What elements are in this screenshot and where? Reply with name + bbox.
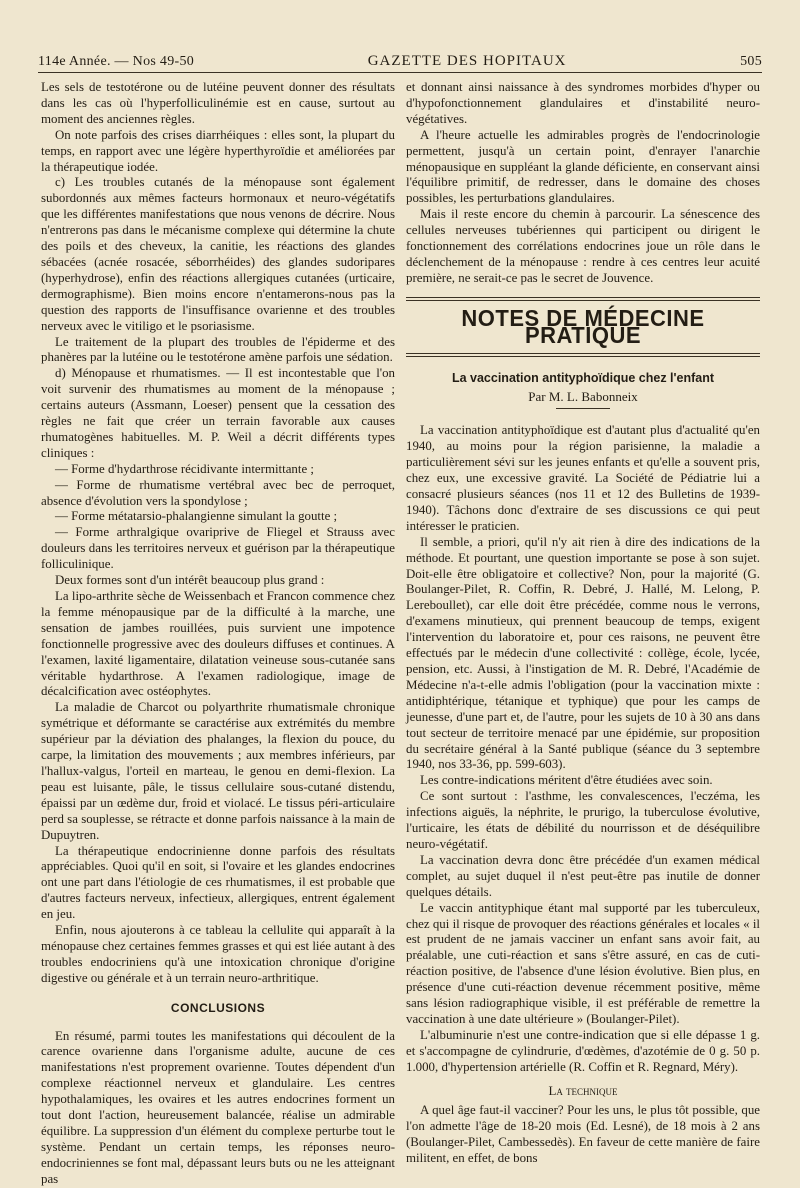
paragraph: c) Les troubles cutanés de la ménopause sont également subordonnés aux mêmes facteurs hormonaux et neuro-végétatifs que les différentes manifestations que nous venons de décrire. Nous n'entrerons pas dans le mécanisme complexe qui détermine la chute des poils et des cheveux, la canitie, les réactions des glandes sébacées (acnée rosacée, séborrhéides) des glandes sudoripares (hyperhydrose), enfin des réactions allergiques cutanées (urticaire, dermographisme). Bien moins encore n'entamerons-nous pas la question des rapports de l'insuffisance ovarienne et des troubles nerveux avec le vitiligo et le psoriasisme. <box>41 175 395 333</box>
list-item: — Forme métatarsio-phalangienne simulant la goutte ; <box>55 509 338 524</box>
list-item: — Forme arthralgique ovariprive de Fliegel et Strauss avec douleurs dans les territoires nerveux et guérison par la thérapeutique folliculinique. <box>41 525 395 572</box>
paragraph: Les contre-indications méritent d'être étudiées avec soin. <box>420 773 713 788</box>
paragraph: Les sels de testotérone ou de lutéine peuvent donner des résultats dans les cas où l'hyperfolliculinémie est en cause, surtout au moment des anciennes règles. <box>41 80 395 126</box>
paragraph: Le traitement de la plupart des troubles de l'épiderme et des phanères par la lutéine ou le testotérone amène parfois une sédation. <box>41 334 395 365</box>
paragraph: La lipo-arthrite sèche de Weissenbach et Francon commence chez la femme ménopausique par de la difficulté à la marche, une sensation de jambes rouillées, puis survient une impotence fonctionnelle progressive avec des douleurs diffuses et continues. A l'examen, laxité ligamentaire, dilatation veineuse sous-cutanée sans véritable hydarthrose. A l'examen radiologique, image de décalcification avec ostéophytes. <box>41 589 395 699</box>
paragraph: En résumé, parmi toutes les manifestations qui découlent de la carence ovarienne dans l'organisme adulte, aucune de ces manifestations n'est proprement ovarienne. Toutes dépendent d'un complexe réactionnel nerveux et glandulaire. Les centres hypothalamiques, les ovaires et les autres endocrines forment un tout dont l'action, heureusement balancée, réalise un admirable équilibre. La suppression d'un élément du complexe perturbe tout le système. Pendant un certain temps, les réponses neuro-endocriniennes se font mal, dépassant leurs buts ou ne les atteignant pas <box>41 1028 395 1186</box>
paragraph: On note parfois des crises diarrhéiques : elles sont, la plupart du temps, en rapport avec une légère hyperthyroïdie et améliorées par la thérapeutique iodée. <box>41 127 395 174</box>
paragraph: Il semble, a priori, qu'il n'y ait rien à dire des indications de la méthode. Et pourtant, une question importante se pose à son sujet. Doit-elle être obligatoire et collective? Non, pour la majorité (G. Boulanger-Pilet, R. Coffin, R. Debré, J. Hallé, M. Lelong, P. Lereboullet), car elle doit être précédée, comme nous le verrons, d'examens minutieux, qui prennent beaucoup de temps, exigent l'intervention du laboratoire et, pour ces raisons, ne peuvent être effectués par le médecin d'une collectivité : collège, école, lycée, pension, etc. Aussi, à l'instigation de M. R. Debré, l'Académie de Médecine n'a-t-elle admis l'obligation (pour la vaccination mixte : antidiphtérique, tétanique et typhique) que pour les camps de jeunesse, d'une part et, de l'autre, pour les sujets de 10 à 30 ans dans tout secteur de territoire menacé par une épidémie, sur proposition du secrétaire général à la Santé publique (séance du 3 septembre 1940, nos 33-36, pp. 599-603). <box>406 534 760 772</box>
paragraph: Enfin, nous ajouterons à ce tableau la cellulite qui apparaît à la ménopause chez certaines femmes grasses et qui est liée autant à des troubles endocriniens qu'à une intoxication chronique d'origine digestive ou générale et à un terrain neuro-arthritique. <box>41 923 395 985</box>
paragraph: La maladie de Charcot ou polyarthrite rhumatismale chronique symétrique et déformante se caractérise aux extrémités du membre supérieur par la déviation des phalanges, la flexion du pouce, du carpe, la limitation des mouvements ; aux membres inférieurs, par l'hallux-valgus, l'orteil en marteau, le genou en demi-flexion. La peau est luisante, pâle, le tissus cellulaire sous-cutané distendu, épaissi par un œdème dur, froid et violacé. Le tissus péri-articulaire perd sa souplesse, se rétracte et donne parfois naissance à la main de Dupuytren. <box>41 700 395 842</box>
paragraph: La vaccination antityphoïdique est d'autant plus d'actualité qu'en 1940, au moins pour la région parisienne, la maladie a particulièrement sévi sur les jeunes enfants et qu'elle a souvent pris, chez eux, une excessive gravité. La Société de Pédiatrie lui a consacré plusieurs séances (nos 11 et 12 des Bulletins de 1939-1940). Tâchons donc d'extraire de ses discussions ce qui peut intéresser le praticien. <box>406 423 760 533</box>
paragraph: Le vaccin antityphique étant mal supporté par les tuberculeux, chez qui il risque de provoquer des réactions générales et locales « il est prudent de ne jamais vacciner un enfant sans avoir fait, au préalable, une cuti-réaction et sans s'être assuré, en cas de cuti-réaction positive, de l'absence d'une lésion évolutive. Bien plus, en présence d'une cuti-réaction devenue récemment positive, même sans lésion radiographique visible, il est préférable de remettre la vaccination à une date ultérieure » (Boulanger-Pilet). <box>406 900 760 1026</box>
conclusions-heading: CONCLUSIONS <box>170 1000 266 1015</box>
paragraph: A quel âge faut-il vacciner? Pour les uns, le plus tôt possible, que l'on admette l'âge de 18-20 mois (Ed. Lesné), de 18 mois à 2 ans (Boulanger-Pilet, Cambessedès). En faveur de cette manière de faire militent, en effet, de bons <box>406 1103 760 1166</box>
section-rule-top <box>406 297 760 301</box>
list-item: — Forme de rhumatisme vertébral avec bec de perroquet, absence d'évolution vers la spondylose ; <box>41 477 395 508</box>
header-rule <box>38 72 762 73</box>
paragraph: Ce sont surtout : l'asthme, les convalescences, l'eczéma, les infections aiguës, la néphrite, le prurigo, la tuberculose évolutive, l'urticaire, les états de débilité du nourrisson et de déséquilibre neuro-végétatif. <box>406 789 760 851</box>
paragraph: L'albuminurie n'est une contre-indication que si elle dépasse 1 g. et s'accompagne de cylindrurie, d'œdèmes, d'azotémie de 0 g. 50 p. 1.000, d'hypertension artérielle (R. Coffin et R. Regnard, Méry). <box>406 1027 760 1074</box>
section-title: NOTES DE MÉDECINE PRATIQUE <box>461 304 705 348</box>
title-rule <box>556 408 610 409</box>
journal-name: GAZETTE DES HOPITAUX <box>367 53 567 69</box>
paragraph: La thérapeutique endocrinienne donne parfois des résultats appréciables. Quoi qu'il en soit, si l'ovaire et les glandes endocrines ont une part dans l'étiologie de ces rhumatismes, il est probable que d'autres facteurs nerveux, infectieux, allergiques, entrent également en jeu. <box>41 843 395 922</box>
left-column <box>41 80 395 1188</box>
running-header <box>38 48 762 70</box>
paragraph: Deux formes sont d'un intérêt beaucoup plus grand : <box>55 573 325 588</box>
article-title: La vaccination antityphoïdique chez l'enfant <box>451 370 715 385</box>
right-column <box>406 80 760 1167</box>
paragraph: La vaccination devra donc être précédée d'un examen médical complet, au sujet duquel il n'est peut-être pas inutile de donner quelques détails. <box>406 852 760 899</box>
paragraph: Mais il reste encore du chemin à parcourir. La sénescence des cellules nerveuses tubériennes qui participent ou dirigent le fonctionnement des corrélations endocrines joue un rôle dans le déclenchement de la ménopause : rendre à ces centres leur acuité première, ne serait-ce pas le secret de Jouvence. <box>406 207 760 285</box>
issue-number: 114e Année. — Nos 49-50 <box>38 54 195 69</box>
list-item: — Forme d'hydarthrose récidivante intermittante ; <box>55 461 314 476</box>
paragraph: et donnant ainsi naissance à des syndromes morbides d'hyper ou d'hypofonctionnement glandulaires et d'instabilité neuro-végétatives. <box>406 80 760 126</box>
paragraph: A l'heure actuelle les admirables progrès de l'endocrinologie permettent, jusqu'à un certain point, d'enrayer l'anarchie ménopausique en suppléant la glande déficiente, en conservant ainsi l'équilibre primitif, de redresser, dans le domaine des choses possibles, les perturbations glandulaires. <box>406 127 760 206</box>
paragraph: d) Ménopause et rhumatismes. — Il est incontestable que l'on voit survenir des rhumatismes au moment de la ménopause ; certains auteurs (Assmann, Loeser) pensent que la cessation des règles ne fait que créer un terrain favorable aux causes rhumatogènes habituelles. M. P. Weil a décrit différents types cliniques : <box>41 366 395 460</box>
subsection-heading: La technique <box>548 1083 618 1098</box>
section-rule-bottom <box>406 353 760 357</box>
byline: Par M. L. Babonneix <box>528 388 638 404</box>
page-number: 505 <box>740 54 762 69</box>
